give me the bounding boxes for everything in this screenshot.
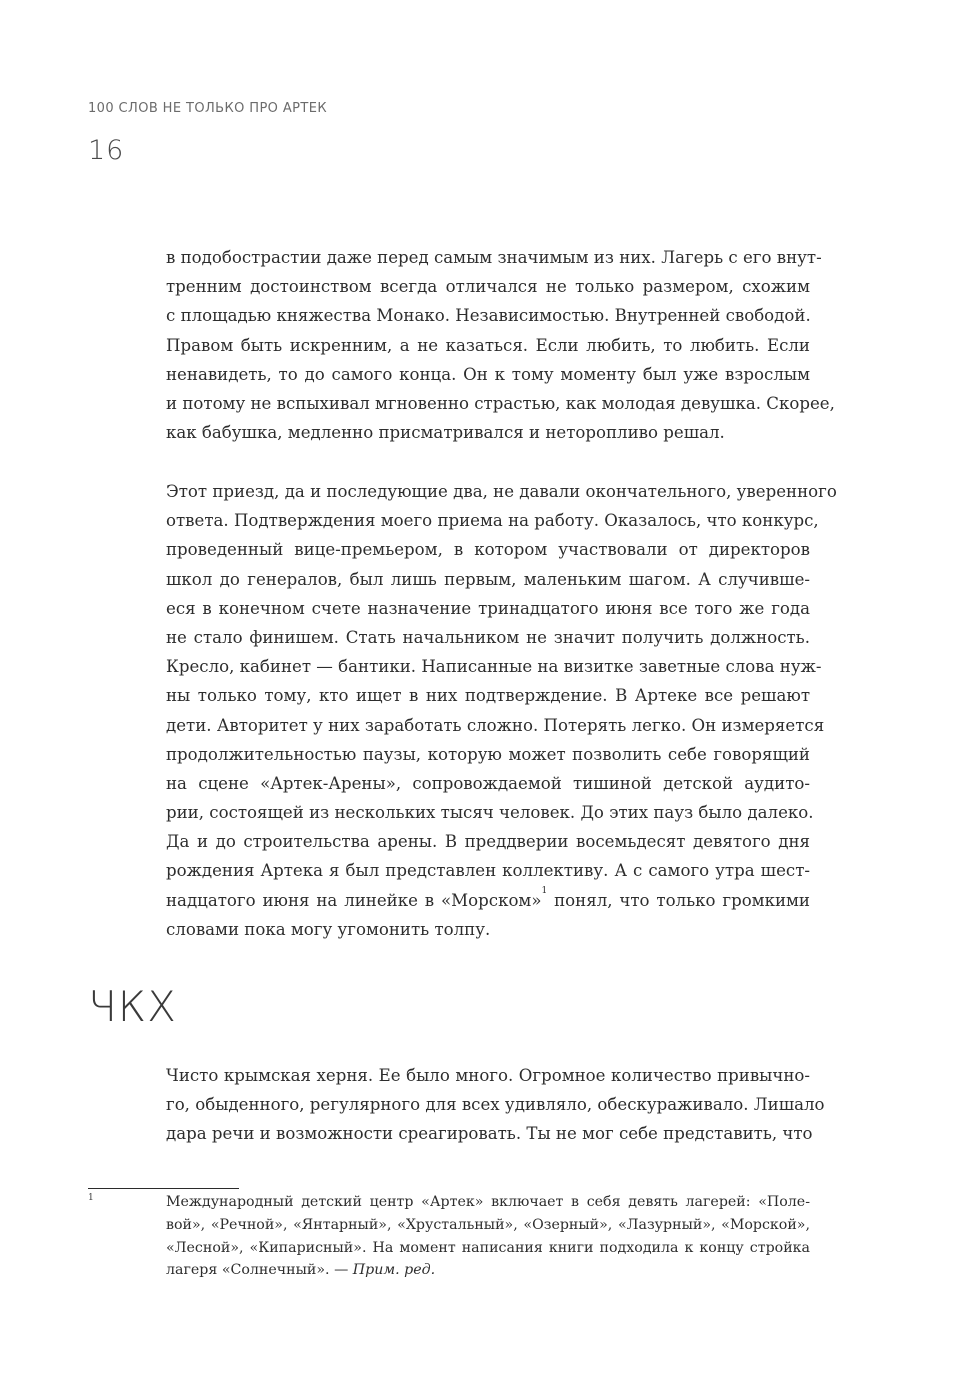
paragraph-2 (166, 477, 837, 944)
text-line: на сцене «Артек-Арены», сопровождаемой тишиной детской аудито- (166, 773, 810, 793)
footnote-line (166, 1259, 810, 1282)
text-line: школ до генералов, был лишь первым, маленьким шагом. А случивше- (166, 569, 810, 589)
footnote-line: «Лесной», «Кипарисный». На момент написания книги подходила к концу стройка (166, 1239, 810, 1256)
footnote-divider (88, 1188, 239, 1189)
text-line: ны только тому, кто ищет в них подтверждение. В Артеке все решают (166, 686, 810, 706)
footnote-segment: лагеря «Солнечный». — (166, 1262, 353, 1279)
text-line: Чисто крымская херня. Ее было много. Огромное количество привычно- (166, 1066, 810, 1085)
text-line: с площадью княжества Монако. Независимостью. Внутренней свободой. (166, 306, 811, 326)
section-heading: ЧКХ (88, 982, 177, 1031)
text-line: Этот приезд, да и последующие два, не давали окончательного, уверенного (166, 482, 837, 501)
text-segment: надцатого июня на линейке в «Морском» (166, 890, 542, 910)
footnote-text (166, 1191, 810, 1282)
text-line: ответа. Подтверждения моего приема на работу. Оказалось, что конкурс, (166, 511, 819, 531)
paragraph-1 (166, 243, 835, 447)
text-line: словами пока могу угомонить толпу. (166, 919, 491, 939)
text-line: еся в конечном счете назначение тринадцатого июня все того же года (166, 598, 810, 618)
text-line: и потому не вспыхивал мгновенно страстью, как молодая девушка. Скорее, (166, 393, 835, 413)
text-line-with-footnote (166, 886, 810, 915)
footnote-number: 1 (88, 1193, 94, 1203)
footnote-line: Международный детский центр «Артек» включает в себя девять лагерей: «Поле- (166, 1194, 810, 1210)
text-line: не стало финишем. Стать начальником не значит получить должность. (166, 627, 810, 647)
text-line: продолжительностью паузы, которую может позволить себе говорящий (166, 744, 810, 764)
text-line: как бабушка, медленно присматривался и неторопливо решал. (166, 423, 725, 443)
text-line: в подобострастии даже перед самым значимым из них. Лагерь с его внут- (166, 248, 822, 267)
text-line: проведенный вице-премьером, в котором участвовали от директоров (166, 540, 810, 560)
text-line: Кресло, кабинет — бантики. Написанные на визитке заветные слова нуж- (166, 657, 822, 677)
text-segment: понял, что только громкими (547, 890, 810, 910)
footnote-marker[interactable]: 1 (541, 885, 548, 896)
text-line: го, обыденного, регулярного для всех удивляло, обескураживало. Лишало (166, 1095, 825, 1115)
text-line: Правом быть искренним, а не казаться. Если любить, то любить. Если (166, 335, 810, 355)
text-line: дара речи и возможности среагировать. Ты не мог себе представить, что (166, 1124, 813, 1144)
running-title: 100 СЛОВ НЕ ТОЛЬКО ПРО АРТЕК (88, 101, 327, 116)
paragraph-3 (166, 1061, 825, 1149)
text-line: рождения Артека я был представлен коллективу. А с самого утра шест- (166, 861, 810, 881)
page-number: 16 (88, 135, 125, 166)
text-line: рии, состоящей из нескольких тысяч человек. До этих пауз было далеко. (166, 803, 814, 823)
text-line: дети. Авторитет у них заработать сложно. Потерять легко. Он измеряется (166, 715, 825, 735)
text-line: тренним достоинством всегда отличался не только размером, схожим (166, 277, 810, 297)
footnote-line: вой», «Речной», «Янтарный», «Хрустальный», «Озерный», «Лазурный», «Морской», (166, 1216, 810, 1233)
text-line: Да и до строительства арены. В преддверии восемьдесят девятого дня (166, 832, 810, 852)
text-line: ненавидеть, то до самого конца. Он к тому моменту был уже взрослым (166, 364, 810, 384)
editor-note: Прим. ред. (352, 1262, 436, 1279)
